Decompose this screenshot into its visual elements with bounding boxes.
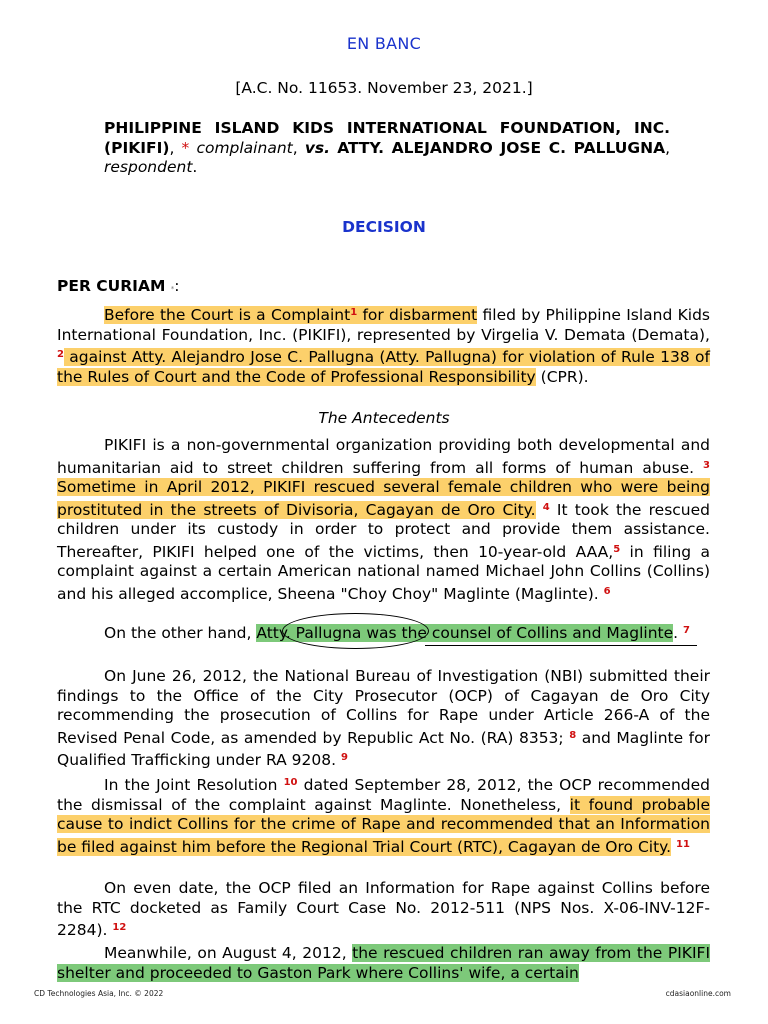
- highlight-yellow: Sometime in April 2012, PIKIFI rescued several female children who were being prostituted in the streets of Divisoria, Cagayan de Oro City.: [57, 478, 710, 519]
- highlight-yellow: for disbarment: [357, 306, 478, 324]
- paragraph-text: On the other hand,: [104, 624, 257, 642]
- paragraph-text: It took the rescued children under its custody in order to protect and provide them assistance. Thereafter, PIKIFI helped one of the victims, then 10-year-old AAA,: [57, 500, 710, 561]
- paragraph-text: In the Joint Resolution: [104, 776, 284, 794]
- paragraph-5: [57, 773, 710, 857]
- paragraph-text: .: [673, 624, 684, 642]
- footnote-ref-5[interactable]: 5: [613, 543, 621, 555]
- section-heading-antecedents: The Antecedents: [318, 409, 450, 427]
- paragraph-2: [57, 436, 710, 604]
- asterisk-mark: *: [181, 138, 190, 157]
- paragraph-text: On June 26, 2012, the National Bureau of Investigation (NBI) submitted their findings to the Office of the City Prosecutor (OCP) of Cagayan de Oro City recommending the prosecution of Collins for Rape under Article 266-A of the Revised Penal Code, as amended by Republic Act No. (RA) 8353;: [57, 667, 710, 747]
- paragraph-4: [57, 667, 710, 771]
- complainant-name: PHILIPPINE ISLAND KIDS INTERNATIONAL FOUNDATION, INC. (PIKIFI): [104, 119, 670, 157]
- complainant-role: complainant: [196, 138, 293, 157]
- respondent-name: ATTY. ALEJANDRO JOSE C. PALLUGNA: [337, 138, 666, 157]
- division-heading: EN BANC: [346, 34, 422, 53]
- footnote-ref-8[interactable]: 8: [569, 729, 577, 741]
- footnote-ref-9[interactable]: 9: [340, 752, 348, 763]
- decision-title: DECISION: [342, 218, 426, 236]
- footnote-ref-3[interactable]: 3: [703, 459, 710, 471]
- footer-copyright: CD Technologies Asia, Inc. © 2022: [34, 989, 164, 998]
- per-curiam-colon: :: [174, 277, 180, 295]
- hand-drawn-underline-annotation: [425, 645, 697, 646]
- hand-drawn-ellipse-annotation: [282, 613, 429, 649]
- paragraph-text: filed by Philippine Island Kids International Foundation, Inc. (PIKIFI), represented by Virgelia V. Demata (Demata),: [57, 306, 710, 344]
- paragraph-text: (CPR).: [535, 367, 589, 386]
- paragraph-1: [57, 303, 710, 387]
- footnote-ref-11[interactable]: 11: [675, 838, 690, 850]
- footnote-ref-7[interactable]: 7: [683, 625, 690, 636]
- footnote-ref-10[interactable]: 10: [283, 777, 298, 788]
- paragraph-7: [57, 944, 710, 983]
- paragraph-text: Meanwhile, on August 4, 2012,: [104, 944, 353, 962]
- paragraph-6: [57, 879, 710, 941]
- paragraph-text: and Maglinte for Qualified Trafficking under RA 9208.: [57, 728, 710, 769]
- paragraph-text: dated September 28, 2012, the OCP recommended the dismissal of the complaint against Maglinte. Nonetheless,: [57, 776, 710, 814]
- respondent-role: respondent: [104, 158, 193, 176]
- per-curiam-label: PER CURIAM: [57, 277, 166, 295]
- paragraph-text: On even date, the OCP filed an Information for Rape against Collins before the RTC docketed as Family Court Case No. 2012-511 (NPS Nos. X-06-INV-12F-2284).: [57, 879, 710, 939]
- case-number: [A.C. No. 11653. November 23, 2021.]: [235, 79, 533, 97]
- paragraph-text: [536, 501, 543, 519]
- highlight-green: Atty. Pallugna was the counsel of Collins and Maglinte: [256, 624, 674, 642]
- versus-label: vs.: [304, 138, 331, 157]
- per-curiam-mark: *: [170, 285, 175, 293]
- highlight-yellow: it found probable cause to indict Collins for the crime of Rape and recommended that an Information be filed against him before the Regional Trial Court (RTC), Cagayan de Oro City.: [57, 795, 710, 856]
- case-title-parties: PHILIPPINE ISLAND KIDS INTERNATIONAL FOUNDATION, INC. (PIKIFI), * complainant, vs. ATTY. ALEJANDRO JOSE C. PALLUGNA, respondent.: [104, 119, 670, 176]
- highlight-yellow: against Atty. Alejandro Jose C. Pallugna (Atty. Pallugna) for violation of Rule 138 of the Rules of Court and the Code of Professional Responsibility: [57, 348, 710, 386]
- highlight-yellow: Before the Court is a Complaint: [104, 306, 351, 324]
- footnote-ref-4[interactable]: 4: [542, 501, 550, 513]
- highlight-green: the rescued children ran away from the PIKIFI shelter and proceeded to Gaston Park where Collins' wife, a certain: [57, 944, 711, 982]
- footnote-ref-2[interactable]: 2: [57, 349, 64, 360]
- per-curiam-heading: [57, 277, 180, 295]
- paragraph-text: in filing a complaint against a certain American national named Michael John Collins (Collins) and his alleged accomplice, Sheena "Choy Choy" Maglinte (Maglinte).: [57, 542, 710, 603]
- footer-site-link[interactable]: cdasiaonline.com: [665, 989, 731, 998]
- footnote-ref-6[interactable]: 6: [603, 585, 611, 597]
- paragraph-text: PIKIFI is a non-governmental organization providing both developmental and humanitarian aid to street children suffering from all forms of human abuse.: [57, 436, 710, 477]
- footnote-ref-1[interactable]: 1: [350, 307, 358, 318]
- footnote-ref-12[interactable]: 12: [112, 922, 127, 933]
